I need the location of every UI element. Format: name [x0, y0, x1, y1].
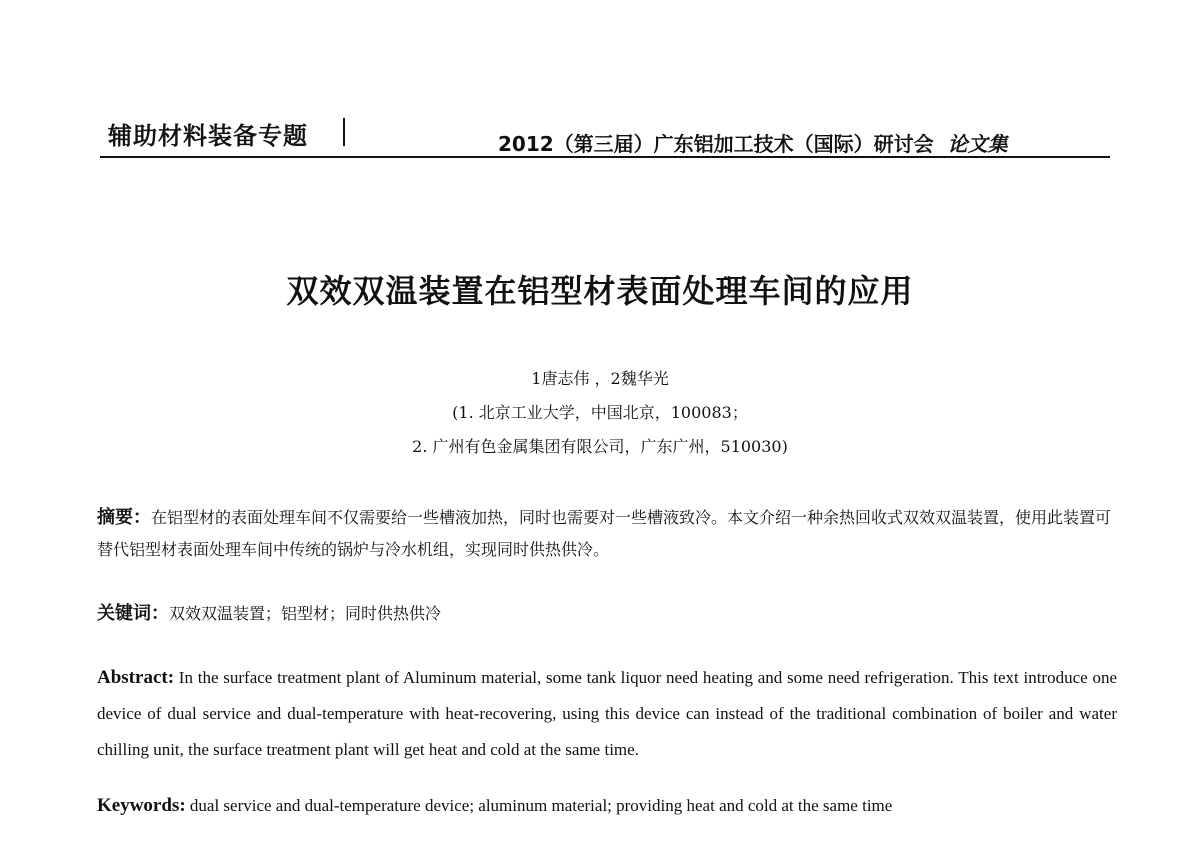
abstract-chinese: [97, 502, 1117, 566]
keywords-english: [97, 790, 1117, 822]
abstract-english: [97, 660, 1117, 768]
header-divider-bar: [343, 118, 345, 146]
header-rule: [100, 156, 1110, 158]
running-header-topic: 辅助材料装备专题: [108, 122, 308, 150]
keywords-chinese: [97, 598, 1117, 630]
proceedings-tag: 论文集: [947, 132, 1008, 156]
abstract-english-text: In the surface treatment plant of Aluminum material, some tank liquor need heating and some need refrigeration. This text introduce one device of dual service and dual-temperature with heat-recovering, using this device can instead of the traditional combination of boiler and water chilling unit, the surface treatment plant will get heat and cold at the same time.: [97, 668, 1117, 759]
abstract-english-label: Abstract:: [97, 667, 175, 688]
abstract-chinese-label: 摘要：: [97, 507, 151, 528]
running-header-conference: [498, 128, 1008, 157]
keywords-chinese-text: 双效双温装置；铝型材；同时供热供冷: [169, 604, 442, 623]
abstract-chinese-text: 在铝型材的表面处理车间不仅需要给一些槽液加热，同时也需要对一些槽液致冷。本文介绍一种余热回收式双效双温装置，使用此装置可替代铝型材表面处理车间中传统的锅炉与冷水机组，实现同时供热供冷。: [97, 508, 1112, 559]
paper-authors: 1唐志伟 ，2魏华光: [531, 369, 669, 388]
keywords-english-text: dual service and dual-temperature device; aluminum material; providing heat and cold at the same time: [185, 796, 893, 815]
keywords-english-label: Keywords:: [97, 795, 186, 816]
conference-name: 2012（第三届）广东铝加工技术（国际）研讨会: [498, 132, 934, 156]
paper-title: 双效双温装置在铝型材表面处理车间的应用: [286, 272, 914, 310]
affiliation-1: (1. 北京工业大学，中国北京，100083；: [452, 403, 748, 422]
affiliation-2: 2. 广州有色金属集团有限公司，广东广州，510030): [412, 437, 788, 456]
keywords-chinese-label: 关键词：: [97, 603, 169, 624]
